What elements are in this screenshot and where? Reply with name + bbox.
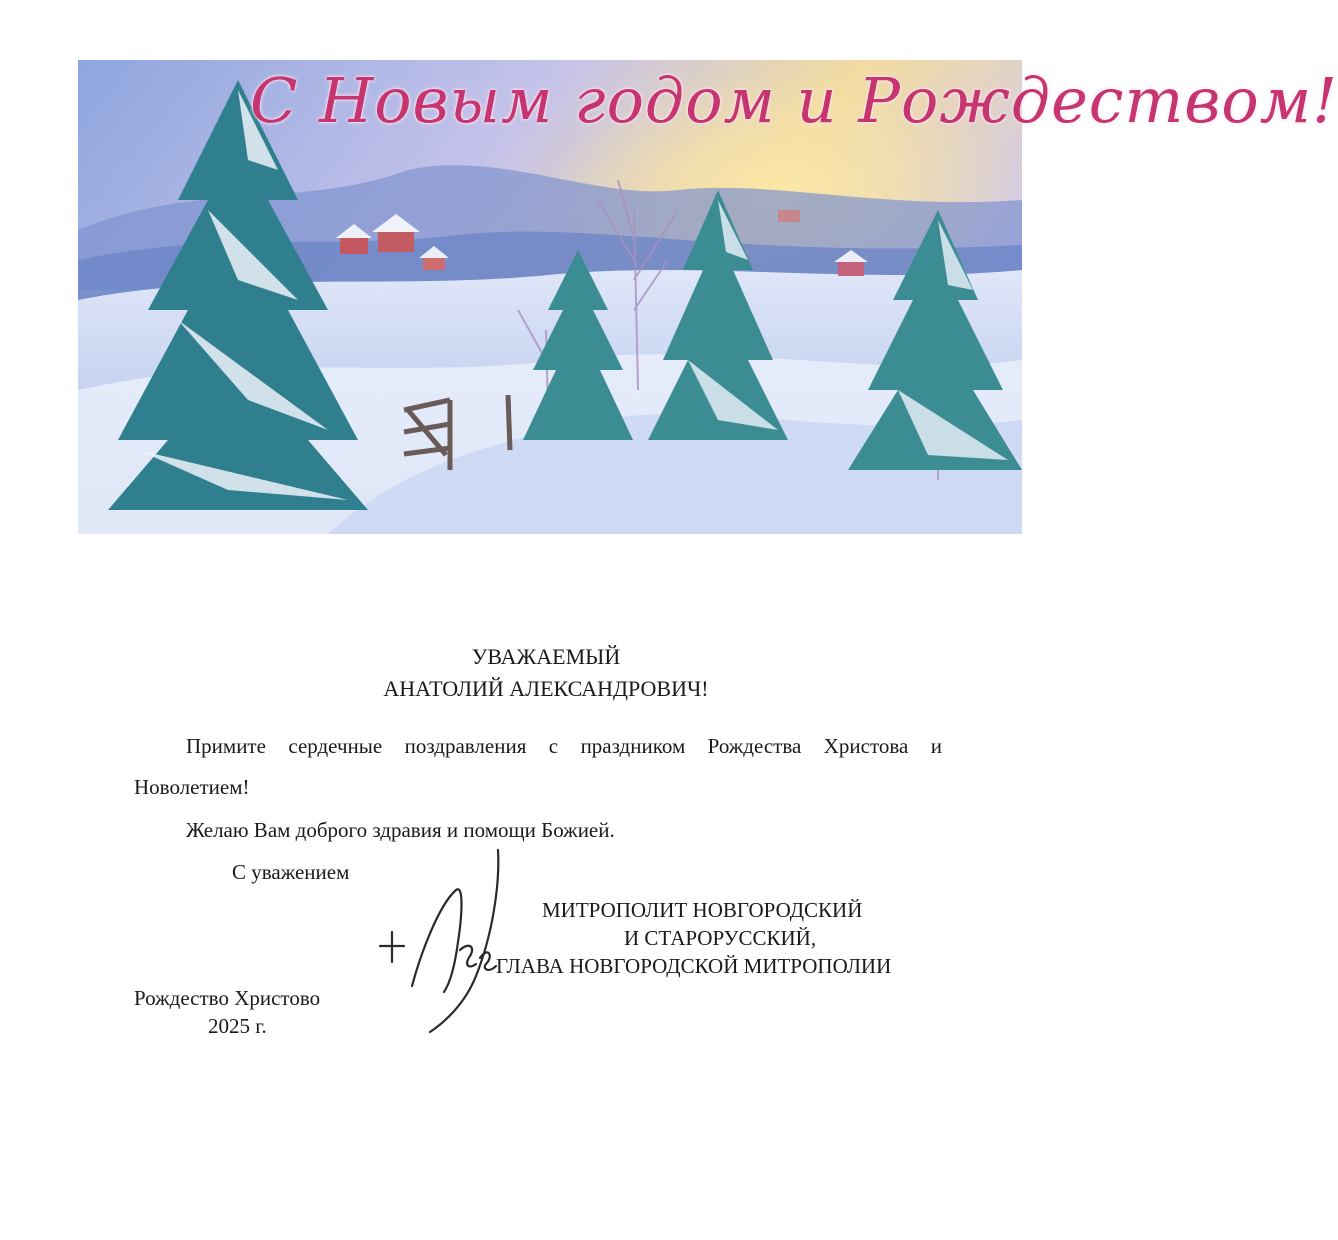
date-line-1: Рождество Христово: [134, 986, 321, 1010]
signatory-title-line-3: ГЛАВА НОВГОРОДСКОЙ МИТРОПОЛИИ: [496, 954, 892, 978]
date-line-2: 2025 г.: [208, 1014, 267, 1038]
salutation-line-1: УВАЖАЕМЫЙ: [471, 644, 621, 669]
signatory-title-line-2: И СТАРОРУССКИЙ,: [624, 926, 817, 950]
signatory-title-line-1: МИТРОПОЛИТ НОВГОРОДСКИЙ: [542, 898, 863, 922]
body-paragraph-line-1: Примите сердечные поздравления с праздником Рождества Христова и: [186, 734, 942, 758]
body-paragraph-line-3: Желаю Вам доброго здравия и помощи Божией.: [186, 818, 615, 842]
salutation-line-2: АНАТОЛИЙ АЛЕКСАНДРОВИЧ!: [383, 676, 709, 701]
body-paragraph-line-2: Новолетием!: [134, 775, 250, 799]
handwritten-signature: [372, 846, 512, 1046]
closing-phrase: С уважением: [232, 860, 350, 884]
card-greeting-title: С Новым годом и Рождеством!: [250, 64, 1338, 137]
